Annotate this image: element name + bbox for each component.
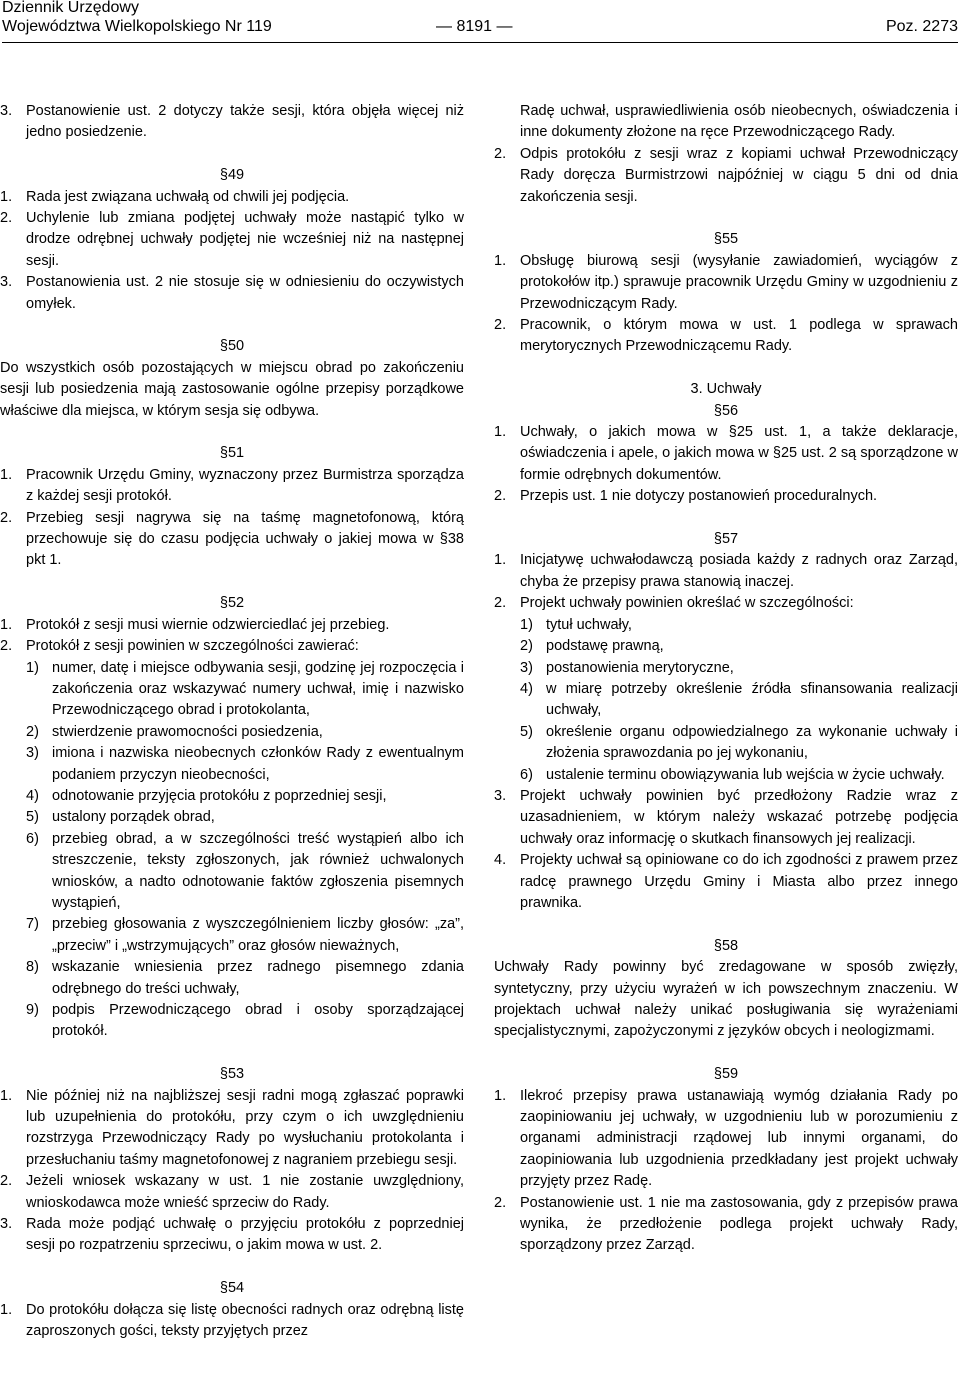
item-number: 3) (520, 659, 533, 676)
item-number: 2. (494, 1194, 507, 1211)
item-text: imiona i nazwiska nieobecnych członków Rady z ewentualnym podaniem przyczyn nieobecności, (52, 745, 464, 783)
item-text: Pracownik, o którym mowa w ust. 1 podlega w sprawach merytorycznych Przewodniczącemu Rady. (520, 317, 958, 355)
item-number: 4) (26, 787, 39, 804)
section-heading-59: §59 (713, 1066, 739, 1083)
paragraph-item (0, 1300, 464, 1343)
list-item (494, 765, 958, 786)
item-text: Rada jest związana uchwałą od chwili jej podjęcia. (26, 188, 350, 205)
item-text: Pracownik Urzędu Gminy, wyznaczony przez Burmistrza sporządza z każdej sesji protokół. (26, 466, 464, 505)
item-number: 3. (0, 274, 13, 291)
item-text: Nie później niż na najbliższej sesji radni mogą zgłaszać poprawki lub uzupełnienia do protokółu, przy czym o ich uwzględnieniu rozstrzyga Przewodniczący Rady po wysłuchaniu protokolanta i przesłuchaniu taśmy magnetofonowej z nagraniem przebiegu sesji. (26, 1087, 464, 1168)
page-number: — 8191 — (436, 18, 513, 35)
paragraph-item (0, 1171, 464, 1214)
list-item (0, 658, 464, 722)
item-text: Inicjatywę uchwałodawczą posiada każdy z radnych oraz Zarząd, chyba że przepisy prawa stanowią inaczej. (520, 552, 958, 590)
item-number: 2. (494, 317, 507, 334)
item-number: 1. (0, 1301, 13, 1318)
list-item (0, 743, 464, 786)
list-item (494, 615, 958, 636)
item-text: Postanowienie ust. 1 nie ma zastosowania, gdy z przepisów prawa wynika, że przedłożenie podlega projekt uchwały Rady, sporządzony przez Zarząd. (520, 1194, 958, 1254)
paragraph-item (494, 486, 958, 507)
section-heading-57: §57 (713, 531, 739, 548)
item-text: Postanowienia ust. 2 nie stosuje się w odniesieniu do oczywistych omyłek. (26, 274, 464, 312)
item-number: 1. (494, 1087, 507, 1104)
item-number: 1. (0, 616, 13, 633)
item-text: Odpis protokółu z sesji wraz z kopiami uchwał Przewodniczący Rady doręcza Burmistrzowi najpóźniej w ciągu 5 dni od dnia zakończenia sesji. (520, 145, 958, 205)
paragraph-item (494, 593, 958, 614)
paragraph-item (494, 1086, 958, 1193)
section-heading-50: §50 (219, 338, 245, 355)
journal-title: Dziennik Urzędowy (2, 0, 139, 16)
item-text: Przepis ust. 1 nie dotyczy postanowień proceduralnych. (520, 488, 878, 505)
list-item (494, 679, 958, 722)
list-item (0, 829, 464, 915)
item-text: ustalony porządek obrad, (52, 809, 215, 826)
item-number: 4) (520, 680, 533, 697)
journal-issue: Województwa Wielkopolskiego Nr 119 (2, 18, 272, 35)
item-number: 3. (0, 103, 13, 119)
item-number: 4. (494, 852, 507, 869)
item-text: podstawę prawną, (546, 638, 664, 655)
paragraph-text: Do wszystkich osób pozostających w miejscu obrad po zakończeniu sesji lub posiedzenia mają zastosowanie ogólne przepisy porządkowe właściwe dla miejsca, w którym sesja się odbywa. (0, 359, 464, 419)
item-text: podpis Przewodniczącego obrad i osoby sporządzającej protokół. (52, 1002, 464, 1040)
paragraph-item (494, 144, 958, 208)
item-number: 5) (26, 809, 39, 826)
paragraph-item (494, 1193, 958, 1257)
list-item (494, 636, 958, 657)
list-item (0, 1000, 464, 1043)
item-number: 1. (494, 552, 507, 569)
item-text: tytuł uchwały, (546, 616, 632, 633)
list-item (494, 658, 958, 679)
list-item (0, 807, 464, 828)
list-item (0, 722, 464, 743)
item-text: w miarę potrzeby określenie źródła sfinansowania realizacji uchwały, (546, 680, 958, 719)
item-text: Uchylenie lub zmiana podjętej uchwały może nastąpić tylko w drodze odrębnej uchwały podjętej nie wcześniej niż na następnej sesji. (26, 210, 464, 269)
item-number: 2. (0, 638, 13, 655)
paragraph-item (494, 850, 958, 914)
item-text: Protokół z sesji musi wiernie odzwierciedlać jej przebieg. (26, 616, 390, 633)
item-number: 1. (0, 188, 13, 205)
item-text: Jeżeli wniosek wskazany w ust. 1 nie zostanie uwzględniony, wnioskodawca może wnieść sprzeciw do Rady. (26, 1173, 464, 1211)
item-text: Projekt uchwały powinien określać w szczególności: (520, 595, 854, 612)
section-heading-56: §56 (713, 402, 739, 419)
paragraph-item (0, 272, 464, 315)
paragraph-item (0, 1086, 464, 1172)
paragraph-item (494, 550, 958, 593)
item-text: wskazanie wniesienia przez radnego pisemnego zdania odrębnego do treści uchwały, (52, 959, 464, 997)
paragraph-item (0, 636, 464, 657)
item-text: przebieg obrad, a w szczególności treść wystąpień albo ich streszczenie, teksty zgłoszonych, jak również uchwalonych wniosków, a nadto odnotowanie faktów zgłoszenia pisemnych wystąpień, (52, 830, 464, 911)
item-number: 1) (26, 659, 39, 676)
item-number: 2) (26, 723, 39, 740)
section-heading-58: §58 (713, 937, 739, 954)
item-number: 2. (494, 488, 507, 505)
section-heading-55: §55 (713, 231, 739, 248)
item-number: 6) (26, 830, 39, 847)
item-text: Projekty uchwał są opiniowane co do ich zgodności z prawem przez radcę prawnego Urzędu Gminy i Miasta albo przez innego prawnika. (520, 852, 958, 911)
item-text: określenie organu odpowiedzialnego za wykonanie uchwały i złożenia sprawozdania po jej wykonaniu, (546, 723, 958, 762)
item-text: odnotowanie przyjęcia protokółu z poprzedniej sesji, (52, 787, 387, 804)
position-number: Poz. 2273 (885, 18, 958, 35)
section-heading-54: §54 (219, 1280, 245, 1297)
item-text: ustalenie terminu obowiązywania lub wejścia w życie uchwały. (546, 766, 945, 783)
chapter-heading: 3. Uchwały (690, 381, 762, 398)
item-text: postanowienia merytoryczne, (546, 659, 734, 676)
item-number: 2. (0, 509, 13, 526)
section-heading-49: §49 (219, 167, 245, 184)
item-number: 9) (26, 1002, 39, 1018)
item-text: Projekt uchwały powinien być przedłożony Radzie wraz z uzasadnieniem, w którym należy wskazać potrzebę podjęcia uchwały oraz informację o skutkach finansowych jej realizacji. (520, 787, 958, 847)
item-number: 3) (26, 745, 39, 762)
item-number: 7) (26, 916, 39, 933)
section-heading-51: §51 (219, 445, 245, 462)
section-heading-53: §53 (219, 1066, 245, 1083)
paragraph-item (0, 1214, 464, 1257)
item-text: stwierdzenie prawomocności posiedzenia, (52, 723, 323, 740)
item-text: Ilekroć przepisy prawa ustanawiają wymóg działania Rady po zaopiniowaniu jej uchwały, w uzgodnieniu lub w porozumieniu z organami administracji rządowej lub innymi organami, do zaopiniowania lub uzgodnienia przedkładany jest projekt uchwały przyjęty przez Radę. (520, 1087, 958, 1190)
item-text: Obsługę biurową sesji (wysyłanie zawiadomień, wyciągów z protokołów itp.) sprawuje pracownik Urzędu Gminy w uzgodnieniu z Przewodniczącym Rady. (520, 252, 958, 312)
item-text: numer, datę i miejsce odbywania sesji, godzinę jej rozpoczęcia i zakończenia oraz wskazywać numery uchwał, imię i nazwisko Przewodniczącego obrad i protokolanta, (52, 659, 464, 719)
item-text: Przebieg sesji nagrywa się na taśmę magnetofonową, którą przechowuje się do czasu podjęcia uchwały o jakiej mowa w §38 pkt 1. (26, 509, 464, 569)
page-header (2, 0, 958, 43)
paragraph-item (0, 508, 464, 572)
item-text: przebieg głosowania z wyszczególnieniem liczby głosów: „za”, „przeciw” i „wstrzymujących” oraz głosów nieważnych, (52, 916, 464, 954)
item-number: 1) (520, 616, 533, 633)
item-number: 5) (520, 723, 533, 740)
paragraph-item (0, 101, 464, 144)
item-text: Uchwały, o jakich mowa w §25 ust. 1, a także deklaracje, oświadczenia i apele, o jakich mowa w §25 ust. 2 są sporządzone w formie odrębnych dokumentów. (520, 424, 958, 483)
paragraph-item (0, 187, 464, 208)
paragraph-item (0, 208, 464, 272)
paragraph-item (494, 315, 958, 358)
item-number: 3. (494, 787, 507, 804)
left-column (0, 101, 464, 1342)
item-text: Rada może podjąć uchwałę o przyjęciu protokółu z poprzedniej sesji po rozpatrzeniu sprzeciwu, o jakim mowa w ust. 2. (26, 1216, 464, 1254)
item-number: 1. (0, 1087, 13, 1104)
item-text: Postanowienie ust. 2 dotyczy także sesji, która objęła więcej niż jedno posiedzenie. (26, 103, 464, 141)
item-number: 3. (0, 1216, 13, 1233)
paragraph-item (494, 251, 958, 315)
item-number: 1. (494, 252, 507, 269)
list-item (494, 722, 958, 765)
item-number: 8) (26, 959, 39, 976)
paragraph-continuation: Radę uchwał, usprawiedliwienia osób nieobecnych, oświadczenia i inne dokumenty złożone na ręce Przewodniczącego Rady. (520, 103, 958, 141)
list-item (0, 914, 464, 957)
paragraph-item (0, 615, 464, 636)
paragraph-text: Uchwały Rady powinny być zredagowane w sposób zwięzły, syntetyczny, przy użyciu wyrażeń w ich powszechnym znaczeniu. W projektach uchwał należy unikać posługiwania się wyrażeniami specjalistycznymi, zapożyczonymi z języków obcych i neologizmami. (494, 959, 958, 1040)
paragraph-item (494, 422, 958, 486)
item-number: 1. (0, 466, 13, 483)
item-number: 2. (494, 145, 507, 162)
item-text: Protokół z sesji powinien w szczególności zawierać: (26, 638, 359, 655)
item-number: 1. (494, 424, 507, 441)
list-item (0, 786, 464, 807)
paragraph-item (0, 465, 464, 508)
item-number: 2. (494, 595, 507, 612)
section-heading-52: §52 (219, 595, 245, 612)
item-number: 6) (520, 766, 533, 783)
item-number: 2. (0, 1173, 13, 1190)
item-text: Do protokółu dołącza się listę obecności radnych oraz odrębną listę zaproszonych gości, teksty przyjętych przez (26, 1301, 464, 1340)
right-column (494, 101, 958, 1257)
item-number: 2. (0, 210, 13, 227)
list-item (0, 957, 464, 1000)
paragraph-item (494, 786, 958, 850)
item-number: 2) (520, 638, 533, 655)
